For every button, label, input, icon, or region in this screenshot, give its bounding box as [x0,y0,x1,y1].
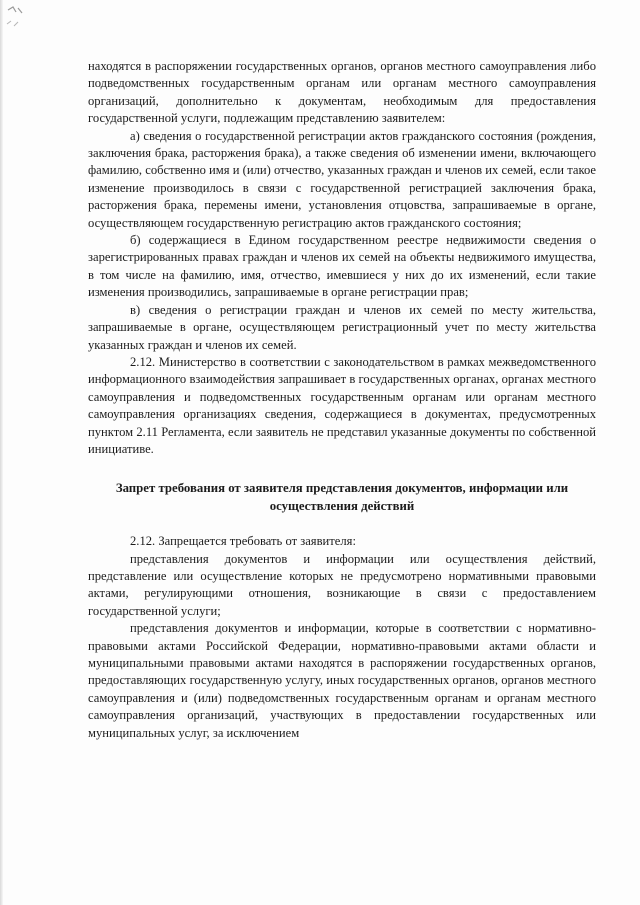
paragraph-2-12-prohibition: 2.12. Запрещается требовать от заявителя: [130,534,356,549]
paragraph-2-12-ministry: 2.12. Министерство в соответствии с законодательством в рамках межведомственного информационного взаимодействия запрашивает в государственных органах, органах местного самоуправления и подведомственных государственным органам или органам местного самоуправления организациях сведения, содержащиеся в документах, предусмотренных пунктом 2.11 Регламента, если заявитель не представил указанные документы по собственной инициативе. [88,354,596,456]
paragraph-item-b: б) содержащиеся в Едином государственном реестре недвижимости сведения о зарегистрированных правах граждан и членов их семей на объекты недвижимого имущества, в том числе на фамилию, имя, отчество, имевшиеся у них до их изменений, если такие изменения производились, запрашиваемые в органе регистрации прав; [88,233,596,300]
document-body [88,58,596,742]
section-heading: Запрет требования от заявителя представления документов, информации или осуществления действий [115,481,569,513]
paragraph-prohibition-2: представления документов и информации, которые в соответствии с нормативно-правовыми актами Российской Федерации, нормативно-правовыми актами области и муниципальными правовыми актами находятся в распоряжении государственных органов, предоставляющих государственную услугу, иных государственных органов, органов местного самоуправления и (или) подведомственных государственным органам и органам местного самоуправления организаций, участвующих в предоставлении государственных или муниципальных услуг, за исключением [88,621,596,740]
paragraph-item-c: в) сведения о регистрации граждан и членов их семей по месту жительства, запрашиваемые в органе, осуществляющем регистрационный учет по месту жительства указанных граждан и членов их семей. [88,302,596,352]
paragraph-prohibition-1: представления документов и информации или осуществления действий, представление или осуществление которых не предусмотрено нормативными правовыми актами, регулирующими отношения, возникающие в связи с предоставлением государственной услуги; [88,551,596,618]
paragraph-continuation: находятся в распоряжении государственных органов, органов местного самоуправления либо подведомственных государственным органам или органам местного самоуправления организаций, дополнительно к документам, необходимым для предоставления государственной услуги, подлежащим представлению заявителем: [88,59,596,126]
scan-edge [0,0,3,905]
scan-mark-icon [4,4,30,38]
paragraph-item-a: а) сведения о государственной регистрации актов гражданского состояния (рождения, заключения брака, расторжения брака), а также сведения об изменении имени, включающего фамилию, собственно имя и (или) отчество, указанных граждан и членов их семей, если такое изменение производилось в связи с государственной регистрацией заключения брака, расторжения брака, перемены имени, установления отцовства, запрашиваемые в органе, осуществляющем государственную регистрацию актов гражданского состояния; [88,128,596,230]
